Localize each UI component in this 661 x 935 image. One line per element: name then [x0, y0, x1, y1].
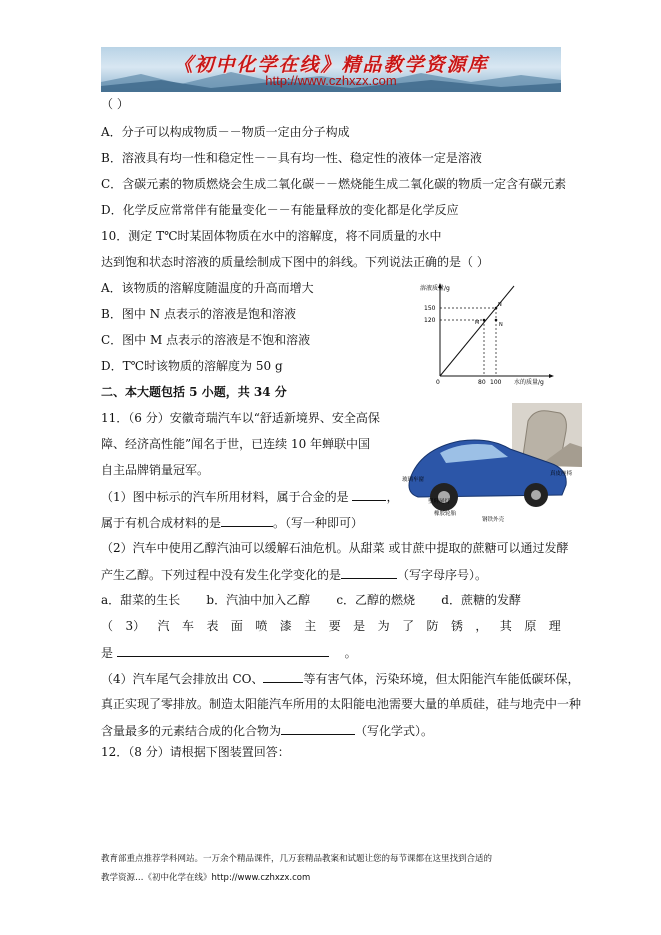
- q11-p3-char: 主: [304, 619, 317, 633]
- q11-p3-char: 3）: [125, 619, 146, 633]
- q11-p1-text-a: （1）图中标示的汽车所用材料，属于合金的是: [101, 490, 349, 504]
- q10-option-d: D．T℃时该物质的溶解度为 50 g: [101, 359, 283, 373]
- q11-part2-line1: （2）汽车中使用乙醇汽油可以缓解石油危机。从甜菜 或甘蔗中提取的蔗糖可以通过发酵: [101, 541, 569, 555]
- q10-stem-line2: 达到饱和状态时溶液的质量绘制成下图中的斜线。下列说法正确的是（ ）: [101, 255, 489, 269]
- label-plastic-taillight: 塑料尾灯: [428, 499, 451, 505]
- q10-stem-line1: 10．测定 T℃时某固体物质在水中的溶解度，将不同质量的水中: [101, 229, 442, 243]
- q11-stem-line1: 11．（6 分）安徽奇瑞汽车以“舒适新境界、安全高保: [101, 411, 380, 425]
- graph-x-tick-80: 80: [478, 379, 486, 386]
- graph-y-tick-120: 120: [424, 317, 436, 324]
- q11-p1-blank-organic[interactable]: [221, 514, 273, 527]
- label-glass-window: 玻璃车窗: [402, 477, 425, 483]
- header-banner: [101, 47, 561, 92]
- q11-p3-char: 喷: [255, 619, 268, 633]
- q11-p4-text-a: （4）汽车尾气会排放出 CO、: [101, 672, 264, 686]
- q11-p2-text-c: （写字母序号）。: [397, 568, 488, 582]
- section-2-heading: 二、本大题包括 5 小题，共 34 分: [101, 385, 287, 399]
- q11-p3-char: 汽: [157, 619, 170, 633]
- q11-p3-blank[interactable]: [117, 644, 329, 657]
- graph-label-n2: N: [499, 322, 503, 328]
- q11-stem-line2: 障、经济高性能”闻名于世，已连续 10 年蝉联中国: [101, 437, 371, 451]
- q11-p3-char: 防: [426, 619, 439, 633]
- graph-x-tick-100: 100: [490, 379, 502, 386]
- q11-p3-char: 是: [353, 619, 366, 633]
- q11-p4-blank-formula[interactable]: [281, 722, 355, 735]
- banner-url[interactable]: http://www.czhxzx.com: [265, 73, 397, 88]
- graph-label-m: M: [475, 320, 480, 326]
- q11-p3-char: （: [101, 619, 114, 633]
- graph-saturation-line: [440, 286, 514, 376]
- q11-part2-line2: [101, 566, 487, 583]
- footer-line1: 教育部重点推荐学科网站。一万余个精品课件，几万套精品教案和试题让您的每节课都在这里找到合适的: [101, 854, 493, 864]
- q11-part1-line1: [101, 488, 398, 505]
- q11-part4-line2: 真正实现了零排放。制造太阳能汽车所用的太阳能电池需要大量的单质硅，硅与地壳中一种: [101, 697, 582, 711]
- q11-p4-blank-gas[interactable]: [263, 670, 303, 683]
- label-rubber-tire: 橡胶轮胎: [434, 511, 457, 517]
- graph-y-label: 溶液质量/g: [420, 285, 450, 292]
- q11-p3-char: 表: [206, 619, 219, 633]
- q11-p2-option-c: c．乙醇的燃烧: [336, 593, 416, 607]
- q10-option-b: B．图中 N 点表示的溶液是饱和溶液: [101, 307, 296, 321]
- q11-p3-char: 锈: [450, 619, 463, 633]
- footer-line2[interactable]: 教学资源…《初中化学在线》http://www.czhxzx.com: [101, 873, 311, 883]
- q11-part4-line1: [101, 670, 580, 687]
- q12-stem: 12．（8 分）请根据下图装置回答：: [101, 745, 290, 759]
- graph-point-n: [495, 307, 498, 310]
- q11-stem-line3: 自主品牌销量冠军。: [101, 463, 210, 477]
- q11-part3-line1: [101, 618, 561, 634]
- q11-p3-char: 漆: [279, 619, 292, 633]
- q11-p3-char: 理: [548, 619, 561, 633]
- graph-point-n2: [495, 319, 498, 322]
- q11-p1-text-b: ，: [386, 490, 399, 504]
- graph-x-arrow: [549, 374, 554, 378]
- label-leather-seat: 真皮座椅: [550, 471, 573, 477]
- q11-p2-options-row: [101, 592, 521, 608]
- q11-p2-text-b: 产生乙醇。下列过程中没有发生化学变化的是: [101, 568, 342, 582]
- q11-p4-text-b: 等有害气体，污染环境，但太阳能汽车能低碳环保，: [303, 672, 580, 686]
- q11-p3-char: 了: [402, 619, 415, 633]
- q11-p3-char: 要: [328, 619, 341, 633]
- graph-label-n: N: [498, 302, 502, 308]
- q11-p2-option-d: d．蔗糖的发酵: [441, 593, 521, 607]
- q9-option-c: C．含碳元素的物质燃烧会生成二氧化碳－－燃烧能生成二氧化碳的物质一定含有碳元素: [101, 177, 567, 191]
- q11-p2-option-b: b．汽油中加入乙醇: [206, 593, 311, 607]
- q11-part4-line3: [101, 722, 433, 739]
- graph-point-m: [483, 319, 486, 322]
- label-steel-shell: 钢铁外壳: [482, 517, 505, 523]
- q9-option-a: A．分子可以构成物质－－物质一定由分子构成: [101, 125, 350, 139]
- q11-p1-text-d: 。（写一种即可）: [273, 516, 364, 530]
- q9-answer-paren: （ ）: [101, 97, 129, 111]
- q10-option-a: A．该物质的溶解度随温度的升高而增大: [101, 281, 314, 295]
- page-footer: [101, 850, 561, 888]
- q11-p3-char: 原: [524, 619, 537, 633]
- q9-option-b: B．溶液具有均一性和稳定性－－具有均一性、稳定性的液体一定是溶液: [101, 151, 482, 165]
- q11-p2-option-a: a．甜菜的生长: [101, 593, 181, 607]
- q11-p3-char: 车: [181, 619, 194, 633]
- graph-x-label: 水的质量/g: [514, 379, 544, 386]
- q9-option-d: D．化学反应常常伴有能量变化－－有能量释放的变化都是化学反应: [101, 203, 459, 217]
- solubility-line-graph: [418, 280, 560, 388]
- q11-p1-blank-alloy[interactable]: [352, 488, 386, 501]
- q11-part3-line2: [101, 644, 357, 661]
- q10-option-c: C．图中 M 点表示的溶液是不饱和溶液: [101, 333, 311, 347]
- q11-p1-text-c: 属于有机合成材料的是: [101, 516, 222, 530]
- q11-p3-char: ，: [475, 619, 488, 633]
- car-materials-image: [400, 403, 582, 528]
- q11-p3-char: 其: [499, 619, 512, 633]
- banner-title: 《初中化学在线》精品教学资源库: [173, 54, 489, 76]
- q11-p4-text-e: （写化学式）。: [355, 724, 434, 738]
- q11-p3-char: 面: [230, 619, 243, 633]
- q11-part1-line2: [101, 514, 363, 531]
- q11-p3-char: 为: [377, 619, 390, 633]
- q11-p4-text-d: 含量最多的元素结合成的化合物为: [101, 724, 282, 738]
- q11-p3-text-b: 是: [101, 646, 114, 660]
- q11-p2-blank[interactable]: [341, 566, 397, 579]
- graph-y-tick-150: 150: [424, 305, 436, 312]
- q11-p3-text-c: 。: [344, 646, 357, 660]
- graph-origin-label: 0: [436, 379, 440, 386]
